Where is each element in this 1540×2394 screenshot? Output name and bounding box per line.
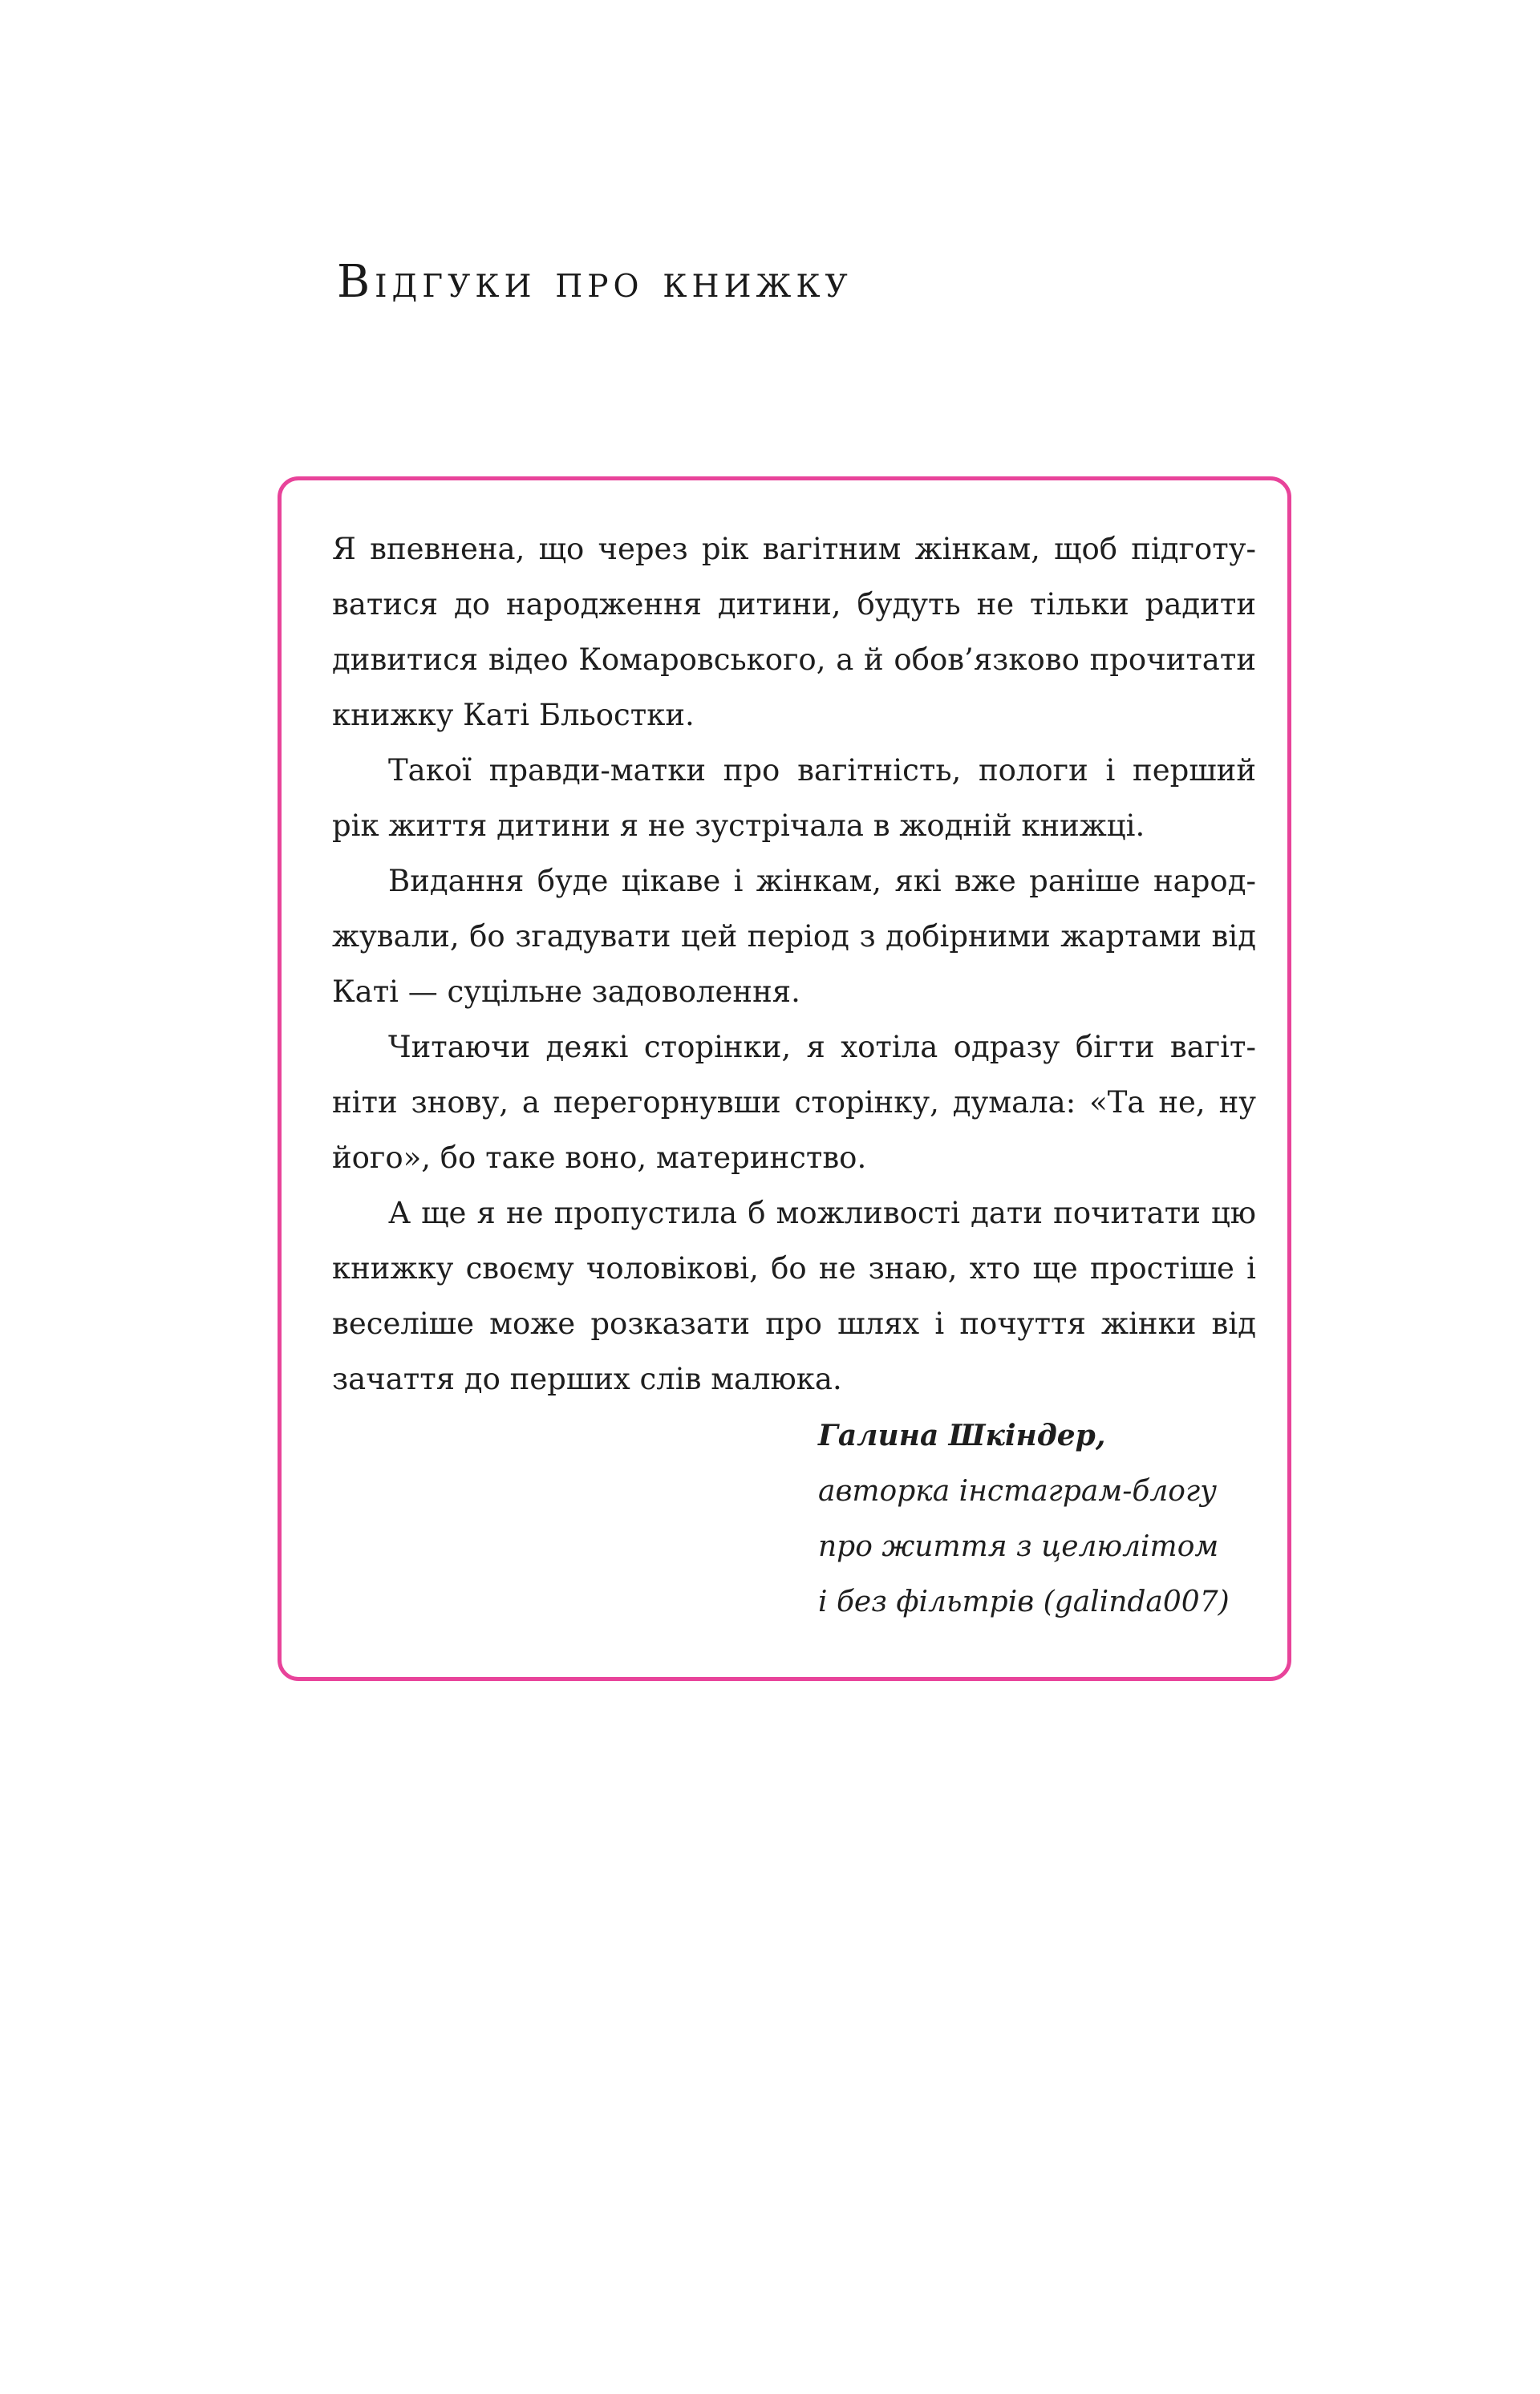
author-description-line: про життя з целюлітом xyxy=(818,1530,1219,1563)
review-paragraph: Такої правди-матки про вагітність, пологи і перший рік життя дитини я не зустрічала в жодній книжці. xyxy=(332,753,1256,843)
page-title: Відгуки про книжку xyxy=(337,256,853,308)
author-description-line: і без фільтрів (galinda007) xyxy=(818,1586,1230,1618)
author-description-line: авторка інстаграм-блогу xyxy=(818,1475,1218,1508)
review-paragraph: Видання буде цікаве і жінкам, які вже раніше народжували, бо згадувати цей період з добірними жартами від Каті — суцільне задоволення. xyxy=(332,864,1256,1009)
review-attribution xyxy=(818,1408,1267,1630)
review-paragraph: А ще я не пропустила б можливості дати почитати цю книжку своєму чоловікові, бо не знаю, хто ще простіше і веселіше може розказати про шлях і почуття жінки від зачаття до перших слів малюка. xyxy=(332,1196,1256,1396)
review-paragraph: Читаючи деякі сторінки, я хотіла одразу бігти вагітніти знову, а перегорнувши сторінку, думала: «Та не, ну його», бо таке воно, материнство. xyxy=(332,1030,1256,1175)
author-name: Галина Шкіндер, xyxy=(818,1419,1106,1452)
review-paragraph: Я впевнена, що через рік вагітним жінкам, щоб підготуватися до народження дитини, будуть не тільки радити дивитися відео Комаровського, а й обов’язково прочитати книжку Каті Бльостки. xyxy=(332,532,1256,732)
review-body xyxy=(332,521,1256,1407)
